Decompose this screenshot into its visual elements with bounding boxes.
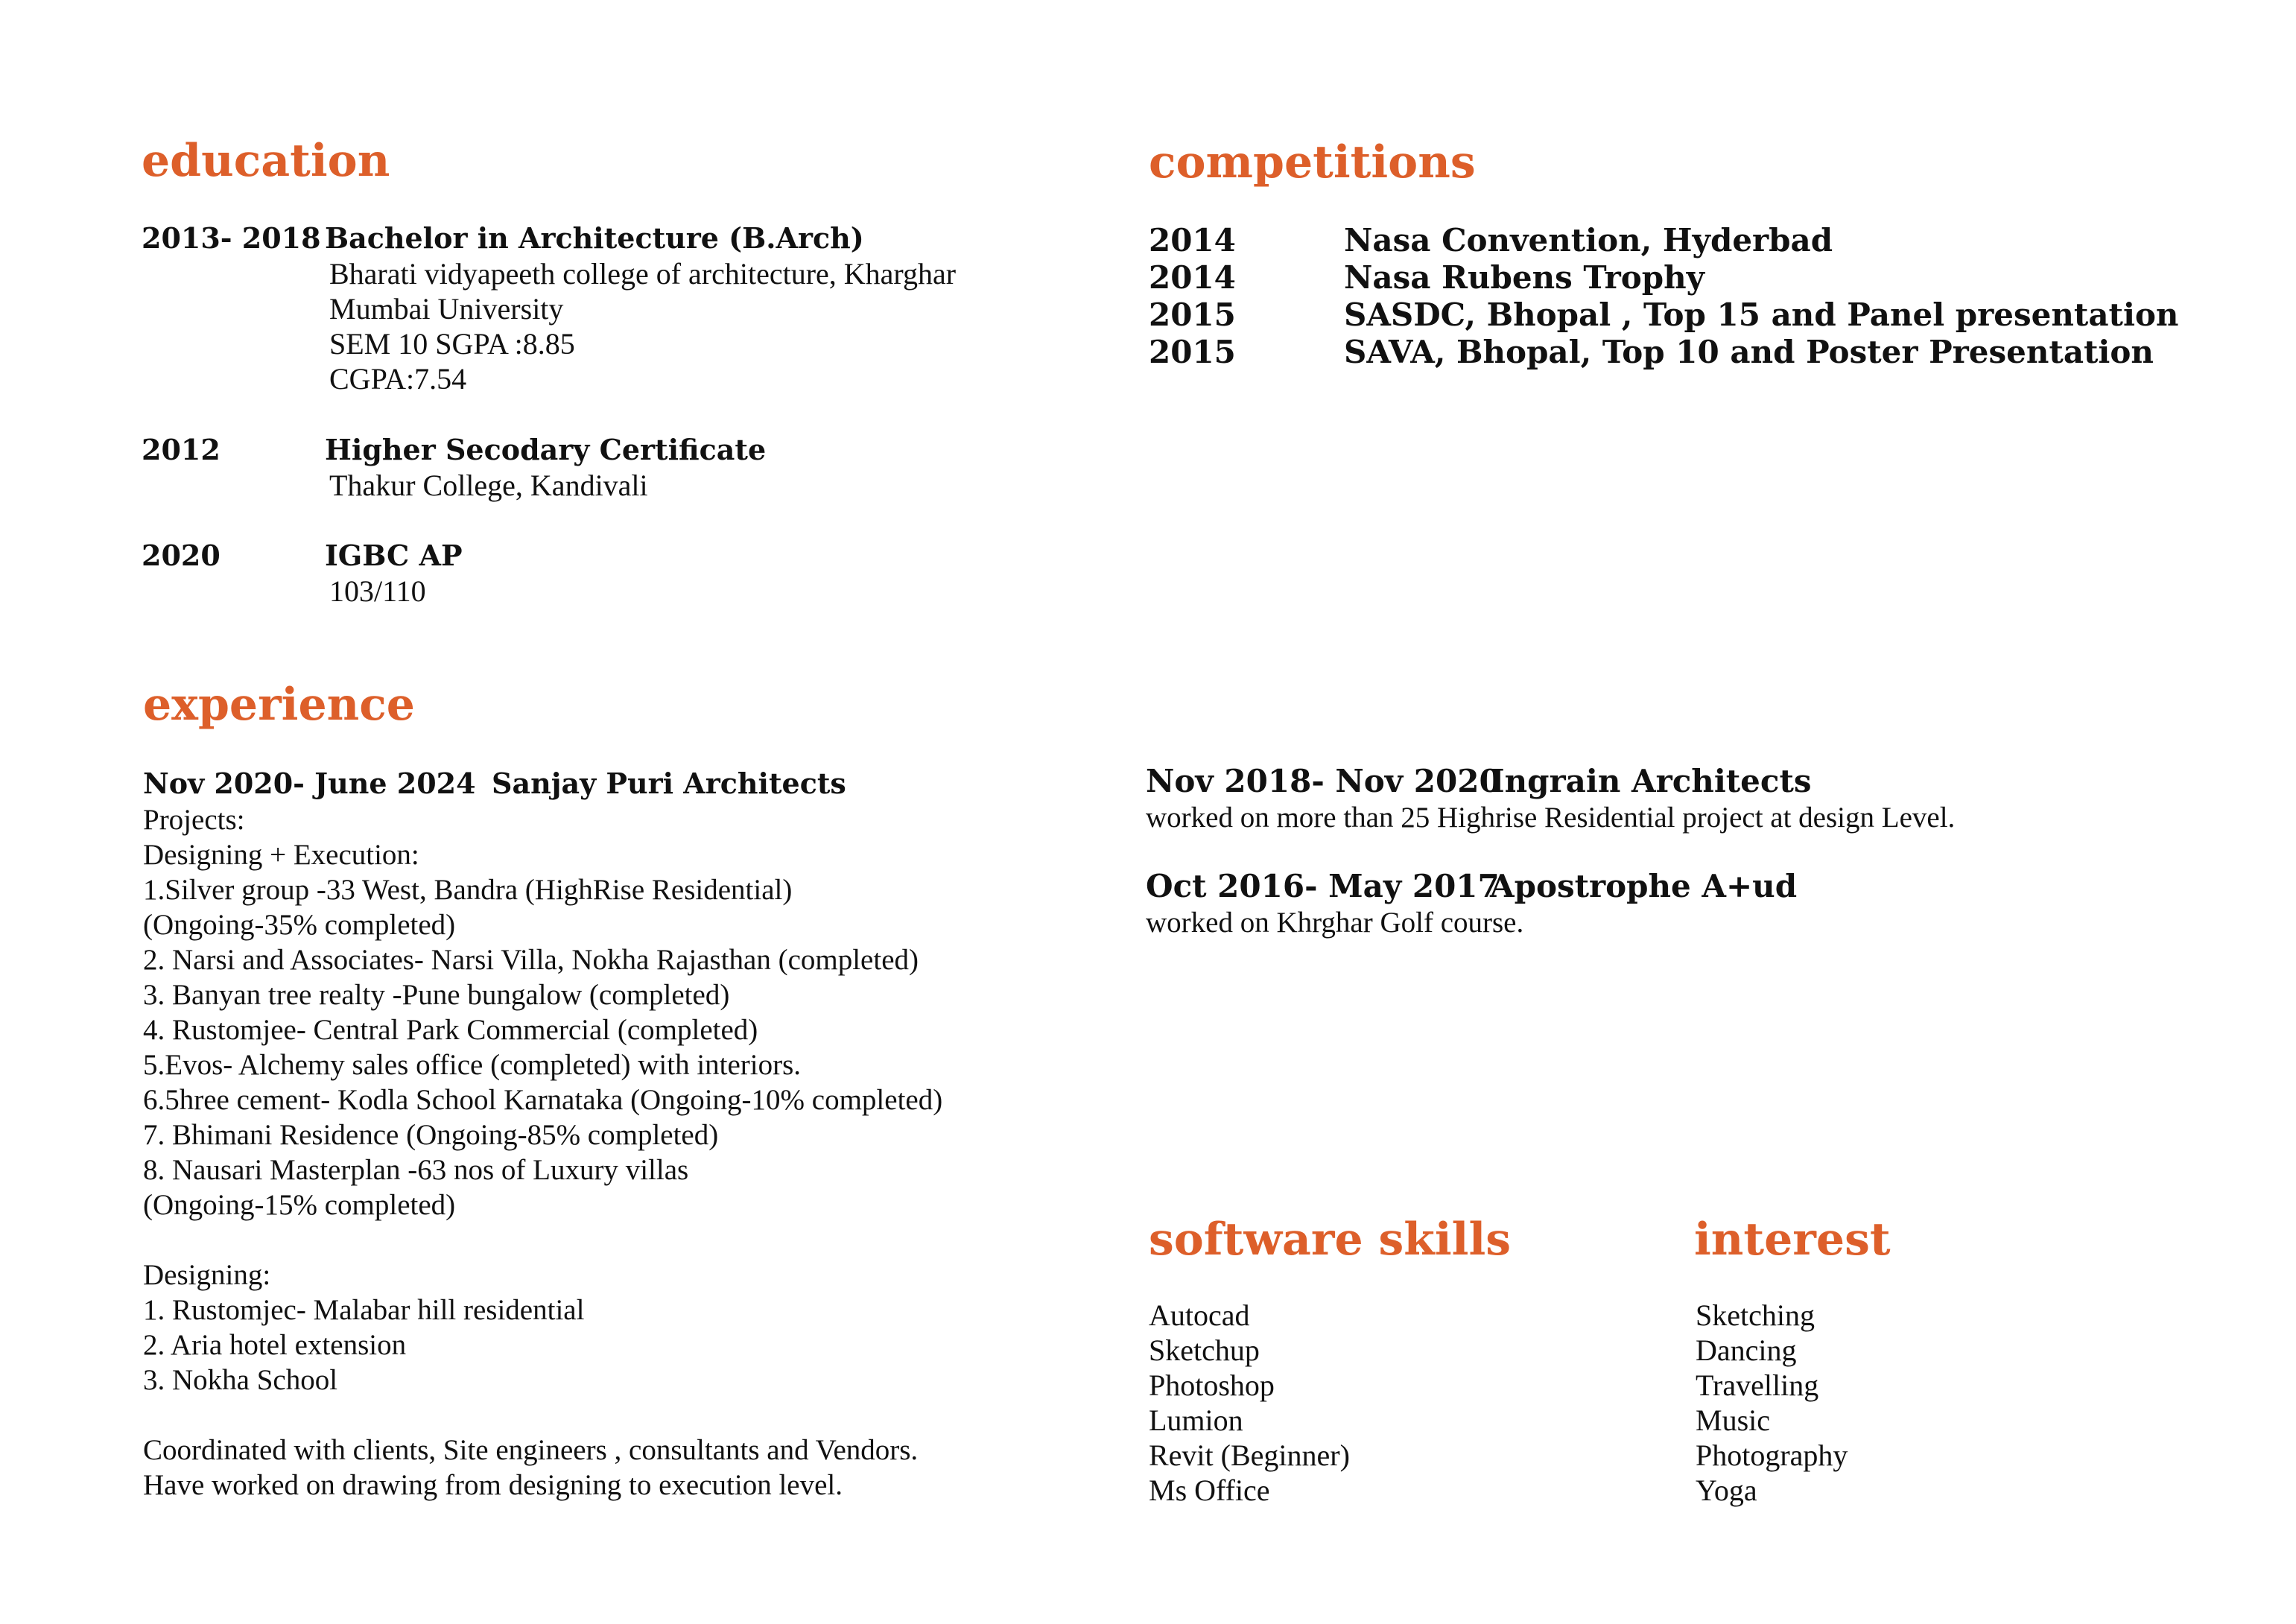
experience-line: 7. Bhimani Residence (Ongoing-85% completed) xyxy=(143,1119,719,1151)
interest-heading: interest xyxy=(1694,1214,1891,1266)
skill-item: Autocad xyxy=(1149,1298,1250,1332)
education-detail: CGPA:7.54 xyxy=(329,362,467,396)
experience-description: worked on Khrghar Golf course. xyxy=(1146,907,1524,939)
experience-line: 3. Banyan tree realty -Pune bungalow (completed) xyxy=(143,979,730,1011)
skill-item: Photoshop xyxy=(1149,1368,1275,1402)
experience-description: worked on more than 25 Highrise Residential project at design Level. xyxy=(1146,802,1956,834)
education-detail: SEM 10 SGPA :8.85 xyxy=(329,327,575,361)
experience-line: 2. Aria hotel extension xyxy=(143,1329,407,1361)
experience-line: (Ongoing-15% completed) xyxy=(143,1189,456,1221)
experience-period: Oct 2016- May 2017 xyxy=(1146,868,1500,904)
competition-year: 2015 xyxy=(1149,334,1236,370)
education-year: 2012 xyxy=(142,433,221,466)
experience-line: (Ongoing-35% completed) xyxy=(143,909,456,941)
experience-line: 4. Rustomjee- Central Park Commercial (completed) xyxy=(143,1014,758,1046)
education-details xyxy=(329,574,426,609)
education-details xyxy=(329,468,648,503)
skill-item: Lumion xyxy=(1149,1403,1243,1437)
education-detail: Bharati vidyapeeth college of architecture, Kharghar xyxy=(329,257,957,291)
experience-line xyxy=(143,1222,942,1257)
software-skills-list xyxy=(1149,1298,1350,1508)
competition-year: 2014 xyxy=(1149,259,1236,296)
education-degree: Higher Secodary Certificate xyxy=(325,433,767,466)
education-heading: education xyxy=(142,135,390,187)
interest-list xyxy=(1696,1298,1848,1508)
skill-item: Revit (Beginner) xyxy=(1149,1439,1350,1472)
experience-line: 3. Nokha School xyxy=(143,1364,338,1396)
competition-name: Nasa Rubens Trophy xyxy=(1344,259,1705,296)
competition-name: SASDC, Bhopal , Top 15 and Panel presentation xyxy=(1344,296,2179,333)
experience-company: Ingrain Architects xyxy=(1490,763,1812,799)
experience-line: 1.Silver group -33 West, Bandra (HighRise Residential) xyxy=(143,874,793,906)
interest-item: Photography xyxy=(1696,1439,1848,1472)
experience-heading: experience xyxy=(143,679,415,731)
experience-line: Designing + Execution: xyxy=(143,839,419,871)
experience-line: 2. Narsi and Associates- Narsi Villa, Nokha Rajasthan (completed) xyxy=(143,944,919,976)
education-degree: Bachelor in Architecture (B.Arch) xyxy=(325,221,864,255)
education-detail: 103/110 xyxy=(329,574,426,608)
education-detail: Thakur College, Kandivali xyxy=(329,469,648,502)
experience-company: Apostrophe A+ud xyxy=(1490,868,1798,904)
software-skills-heading: software skills xyxy=(1149,1214,1512,1266)
experience-period: Nov 2018- Nov 2020 xyxy=(1146,763,1501,799)
experience-line: 1. Rustomjec- Malabar hill residential xyxy=(143,1294,585,1326)
education-year: 2013- 2018 xyxy=(142,221,321,255)
experience-line: 8. Nausari Masterplan -63 nos of Luxury villas xyxy=(143,1154,689,1186)
experience-description xyxy=(143,802,942,1503)
skill-item: Ms Office xyxy=(1149,1474,1270,1507)
competition-year: 2015 xyxy=(1149,296,1236,333)
competition-name: Nasa Convention, Hyderbad xyxy=(1344,222,1833,258)
experience-line: 5.Evos- Alchemy sales office (completed) with interiors. xyxy=(143,1049,802,1081)
experience-line: Coordinated with clients, Site engineers , consultants and Vendors. xyxy=(143,1434,919,1466)
competition-name: SAVA, Bhopal, Top 10 and Poster Presentation xyxy=(1344,334,2154,370)
education-degree: IGBC AP xyxy=(325,539,463,572)
experience-company: Sanjay Puri Architects xyxy=(492,767,846,800)
experience-line: Designing: xyxy=(143,1259,271,1291)
education-detail: Mumbai University xyxy=(329,292,564,326)
experience-line: 6.5hree cement- Kodla School Karnataka (Ongoing-10% completed) xyxy=(143,1084,943,1116)
interest-item: Yoga xyxy=(1696,1474,1757,1507)
experience-line xyxy=(143,1398,942,1433)
interest-item: Travelling xyxy=(1696,1368,1819,1402)
interest-item: Music xyxy=(1696,1403,1770,1437)
experience-line: Projects: xyxy=(143,804,245,836)
education-details xyxy=(329,256,956,396)
experience-period: Nov 2020- June 2024 xyxy=(143,767,476,800)
competition-year: 2014 xyxy=(1149,222,1236,258)
interest-item: Dancing xyxy=(1696,1333,1797,1367)
competitions-heading: competitions xyxy=(1149,136,1476,188)
interest-item: Sketching xyxy=(1696,1298,1815,1332)
skill-item: Sketchup xyxy=(1149,1333,1260,1367)
experience-line: Have worked on drawing from designing to execution level. xyxy=(143,1469,843,1501)
education-year: 2020 xyxy=(142,539,221,572)
